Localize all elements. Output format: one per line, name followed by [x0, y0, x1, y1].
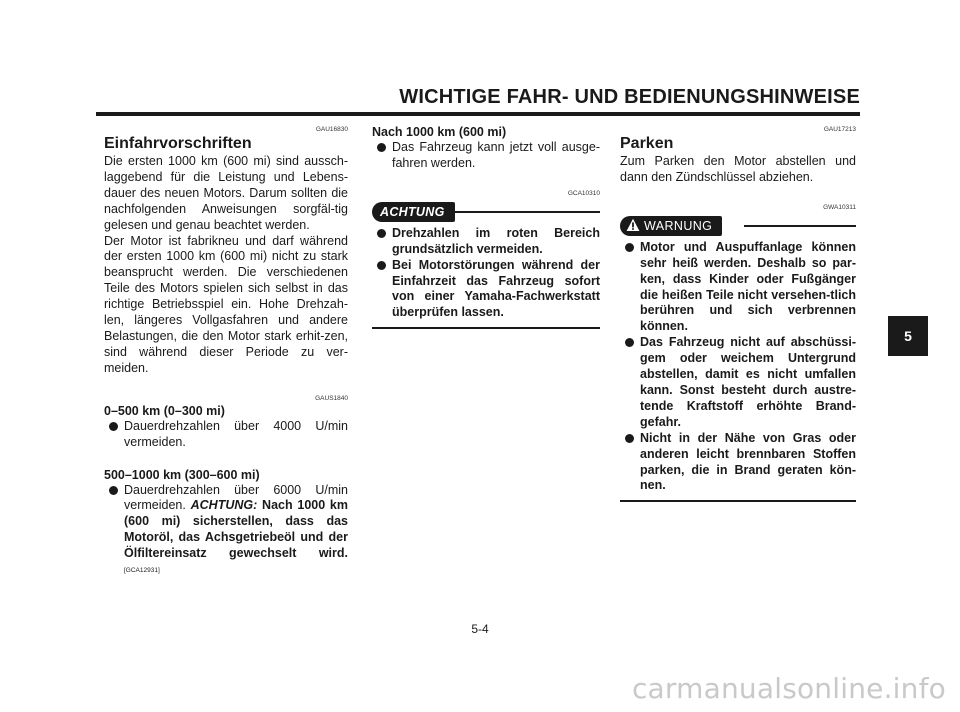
list-item: Bei Motorstörungen während der Einfahrzeit das Fahrzeug sofort von einer Yamaha-Fachwerkstatt überprüfen lassen.: [372, 258, 600, 322]
bullet-icon: [625, 243, 634, 252]
caution-label: ACHTUNG:: [190, 498, 258, 513]
notice-end-rule: [372, 327, 600, 329]
page-number: 5-4: [471, 622, 489, 636]
list-item: Motor und Auspuffanlage können sehr heiß werden. Deshalb so par-ken, dass Kinder oder Fußgänger die heißen Teile nicht versehen-tlich berühren und sich verbrennen können.: [620, 240, 856, 335]
warning-triangle-icon: [626, 218, 640, 232]
subsection-title: 0–500 km (0–300 mi): [104, 403, 225, 418]
bullet-list: [372, 140, 600, 172]
doc-code: GAUS1840: [315, 394, 348, 402]
doc-code: GAU17213: [823, 126, 856, 133]
list-item: Dauerdrehzahlen über 4000 U/min vermeiden.: [104, 419, 348, 451]
warning-list: [620, 240, 856, 495]
warning-badge: WARNUNG: [620, 216, 722, 236]
doc-code: GWA10311: [823, 203, 856, 211]
column-middle: [372, 124, 600, 329]
doc-code: GCA10310: [567, 189, 600, 197]
column-right: [620, 124, 856, 502]
notice-rule: [744, 225, 856, 227]
list-item: Dauerdrehzahlen über 6000 U/min vermeiden. ACHTUNG: Nach 1000 km (600 mi) sicherstellen, dass das Motoröl, das Achsgetriebeöl und der Ölfiltereinsatz gewechselt wird. [GCA12931]: [104, 483, 348, 579]
list-item: Drehzahlen im roten Bereich grundsätzlich vermeiden.: [372, 226, 600, 258]
list-item: Das Fahrzeug nicht auf abschüssi-gem oder weichem Untergrund abstellen, damit es nicht umfallen kann. Sonst besteht durch austre-tende Kraftstoff erhöhte Brand-gefahr.: [620, 335, 856, 430]
caution-badge: ACHTUNG: [372, 202, 455, 222]
column-left: [104, 124, 348, 579]
watermark: carmanualsonline.info: [631, 672, 946, 705]
chapter-tab: 5: [888, 316, 928, 356]
paragraph: Die ersten 1000 km (600 mi) sind aussch-laggebend für die Leistung und Lebens-dauer des neuen Motors. Darum sollten die nachfolgenden Anweisungen sorgfäl-tig gelesen und genau beachtet werden.: [104, 154, 348, 232]
bullet-icon: [377, 261, 386, 270]
list-item: Nicht in der Nähe von Gras oder anderen leicht brennbaren Stoffen parken, die in Brand geraten kön-nen.: [620, 431, 856, 495]
subsection-title: 500–1000 km (300–600 mi): [104, 467, 260, 482]
caution-notice-header: [372, 202, 600, 224]
bullet-icon: [377, 143, 386, 152]
caution-list: [372, 226, 600, 321]
bullet-icon: [625, 434, 634, 443]
bullet-list: [104, 483, 348, 579]
paragraph: Der Motor ist fabrikneu und darf während der ersten 1000 km (600 mi) nicht zu stark beansprucht werden. Die verschiedenen Teile des Motors spielen sich selbst in das richtige Betriebsspiel ein. Hohe Drehzah-len, längeres Vollgasfahren und andere Belastungen, die den Motor stark erhit-zen, sind während dieser Periode zu ver-meiden.: [104, 233, 348, 375]
paragraph: Zum Parken den Motor abstellen und dann den Zündschlüssel abziehen.: [620, 154, 856, 184]
bullet-icon: [377, 229, 386, 238]
notice-end-rule: [620, 500, 856, 502]
doc-code: GAU16830: [315, 126, 348, 133]
doc-code: [GCA12931]: [124, 567, 160, 575]
section-title-einfahrvorschriften: Einfahrvorschriften: [104, 135, 252, 152]
section-title-parken: Parken: [620, 135, 674, 152]
warning-notice-header: [620, 216, 856, 238]
notice-rule: [452, 211, 600, 213]
bullet-list: [104, 419, 348, 451]
bullet-icon: [109, 422, 118, 431]
page-header-title: WICHTIGE FAHR- UND BEDIENUNGSHINWEISE: [399, 86, 860, 108]
list-item: Das Fahrzeug kann jetzt voll ausge-fahren werden.: [372, 140, 600, 172]
subsection-title: Nach 1000 km (600 mi): [372, 125, 507, 139]
bullet-icon: [109, 486, 118, 495]
header-rule: [96, 112, 860, 116]
bullet-icon: [625, 338, 634, 347]
